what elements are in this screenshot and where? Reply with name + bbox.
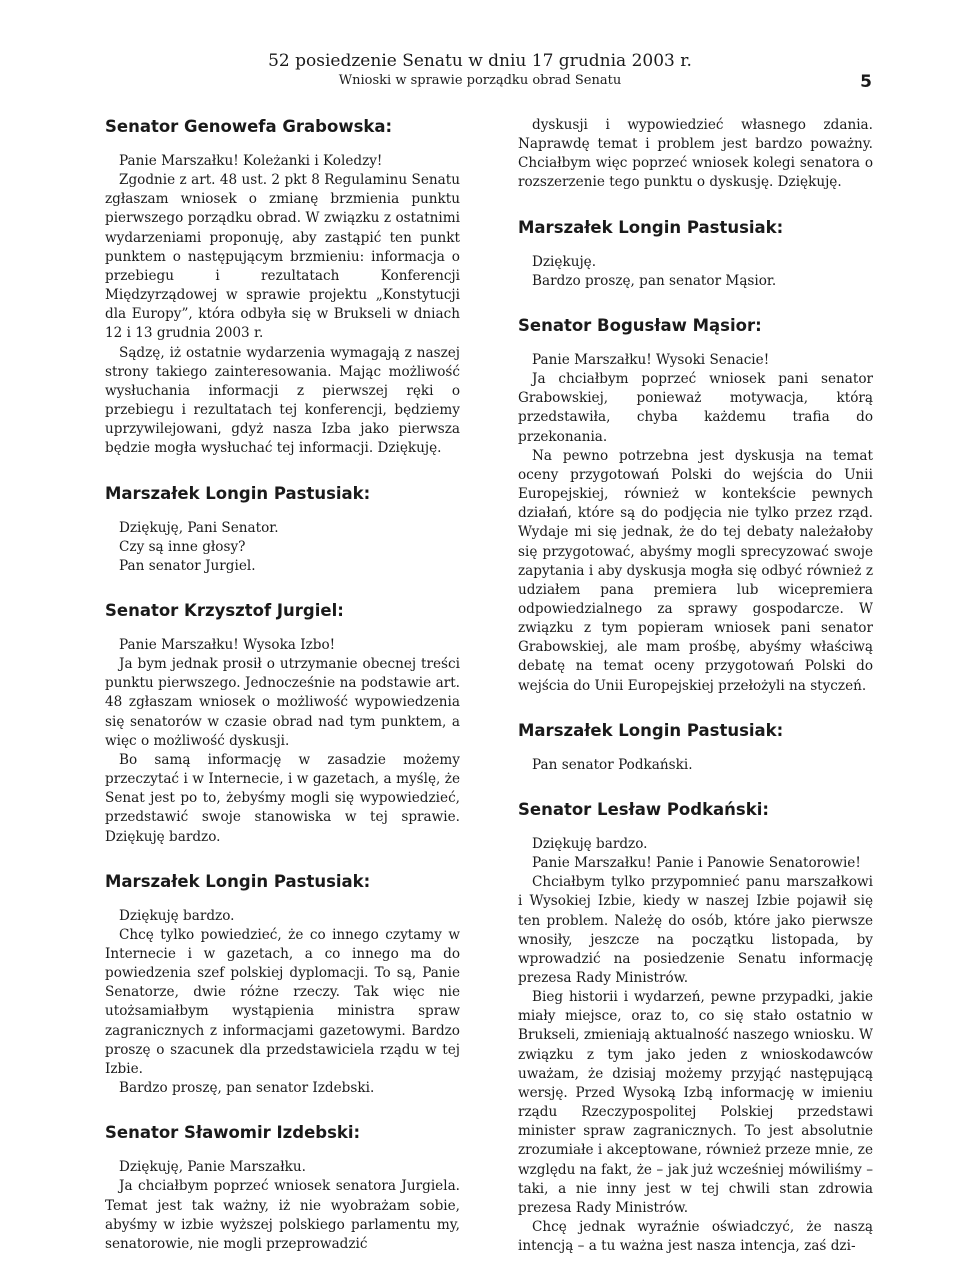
paragraph: Panie Marszałku! Panie i Panowie Senatorowie! — [532, 855, 861, 872]
paragraph: Sądzę, iż ostatnie wydarzenia wymagają z naszej strony takiego zainteresowania. Mając możliwość wysłuchania informacji z pierwszej ręki o przebiegu i rezultatach tej konferencji, będziemy uprzywilejowani, gdyż nasza Izba jako pierwsza będzie mogła wysłuchać tej informacji. Dziękuję. — [105, 344, 460, 457]
paragraph: Dziękuję bardzo. — [532, 835, 648, 852]
paragraph: Chciałbym tylko przypomnieć panu marszałkowi i Wysokiej Izbie, kiedy w naszej Izbie pojawił się ten problem. Należę do osób, które jako pierwsze wnosiły, jeszcze na początku listopada, by wprowadzić na posiedzenie Senatu informację prezesa Rady Ministrów. — [518, 874, 873, 986]
speech-block — [105, 116, 460, 459]
paragraph: Zgodnie z art. 48 ust. 2 pkt 8 Regulaminu Senatu zgłaszam wniosek o zmianę brzmienia punktu pierwszego porządku obrad. W związku z ostatnimi wydarzeniami proponuję, aby zastąpić ten punkt punktem o następującym brzmieniu: informacja o przebiegu i rezultatach Konferencji Międzyrządowej w sprawie projektu „Konstytucji dla Europy”, która odbyła się w Brukseli w dniach 12 i 13 grudnia 2003 r. — [105, 172, 460, 342]
speech-block — [105, 483, 460, 576]
speech-block — [518, 720, 873, 775]
page-number: 5 — [860, 72, 872, 92]
paragraph: Na pewno potrzebna jest dyskusja na temat oceny przygotowań Polski do wejścia do Unii Europejskiej, również w kontekście pewnych działań, które są do podjęcia nie tylko przez rząd. Wydaje mi się jednak, że do tej debaty należałoby się przygotować, abyśmy mogli sprecyzować swoje zapytania i aby dyskusja mogła się odbyć również z udziałem pana premiera lub wicepremiera odpowiedzialnego za sprawy gospodarcze. W związku z tym popieram wniosek pani senator Grabowskiej, ale mam prośbę, abyśmy właściwą debatę na temat oceny przygotowań Polski do wejścia do Unii Europejskiej przełożyli na styczeń. — [518, 447, 873, 694]
speaker-name: Senator Bogusław Mąsior: — [518, 315, 762, 335]
speaker-name: Senator Sławomir Izdebski: — [105, 1123, 361, 1143]
paragraph: Czy są inne głosy? — [119, 538, 246, 555]
paragraph: Chcę jednak wyraźnie oświadczyć, że naszą intencją – a tu ważna jest nasza intencja, zaś dzi- — [518, 1219, 873, 1255]
paragraph: Ja chciałbym poprzeć wniosek pani senator Grabowskiej, ponieważ motywacja, którą przedstawiła, chyba każdemu trafia do przekonania. — [518, 371, 873, 445]
paragraph: Bieg historii i wydarzeń, pewne przypadki, jakie miały miejsce, oraz to, co się stało ostatnio w Brukseli, zmieniają aktualność naszego wniosku. W związku z tym jako jeden z wnioskodawców uważam, że dzisiaj możemy przyjąć następującą wersję. Przed Wysoką Izbą informację w imieniu rządu Rzeczypospolitej Polskiej przedstawi minister spraw zagranicznych. To jest absolutnie zrozumiałe i akceptowane, również przeze mnie, ze względu na fakt, że – jak już wcześniej mówiliśmy – taki, a nie inny jest w tej chwili stan zdrowia prezesa Rady Ministrów. — [518, 989, 873, 1216]
speech-block — [518, 799, 873, 1256]
header-subtitle: Wnioski w sprawie porządku obrad Senatu — [338, 73, 622, 88]
paragraph: Ja chciałbym poprzeć wniosek senatora Jurgiela. Temat jest tak ważny, iż nie wyobrażam sobie, abyśmy w izbie wyższej polskiego parlamentu my, senatorowie, nie mogli przeprowadzić — [105, 1178, 460, 1252]
speaker-name: Senator Lesław Podkański: — [518, 799, 769, 819]
speaker-name: Senator Krzysztof Jurgiel: — [105, 600, 344, 620]
paragraph: Panie Marszałku! Wysoka Izbo! — [119, 636, 336, 653]
paragraph: Dziękuję. — [532, 253, 597, 270]
paragraph: Dziękuję, Pani Senator. — [119, 519, 279, 536]
speaker-name: Marszałek Longin Pastusiak: — [518, 720, 784, 740]
left-column — [105, 116, 460, 1278]
paragraph: dyskusji i wypowiedzieć własnego zdania. Naprawdę temat i problem jest bardzo poważny. Chciałbym więc poprzeć wniosek kolegi senatora o rozszerzenie tego punktu o dyskusję. Dziękuję. — [518, 117, 873, 191]
paragraph: Dziękuję, Panie Marszałku. — [119, 1159, 306, 1176]
speaker-name: Senator Genowefa Grabowska: — [105, 117, 393, 136]
right-column — [518, 116, 873, 1280]
speech-block — [105, 871, 460, 1099]
speech-block — [518, 217, 873, 291]
paragraph: Pan senator Jurgiel. — [119, 557, 256, 574]
speech-block — [518, 315, 873, 696]
speaker-name: Marszałek Longin Pastusiak: — [105, 871, 371, 891]
paragraph: Pan senator Podkański. — [532, 756, 693, 773]
paragraph: Chcę tylko powiedzieć, że co innego czytamy w Internecie i w gazetach, a co innego ma do powiedzenia szef polskiej dyplomacji. To są, Panie Senatorze, dwie różne rzeczy. Tak więc nie utożsamiałbym wystąpienia ministra spraw zagranicznych z informacjami gazetowymi. Bardzo proszę o szacunek dla przedstawiciela rządu w tej Izbie. — [105, 926, 460, 1077]
speech-block — [518, 116, 873, 193]
speaker-name: Marszałek Longin Pastusiak: — [105, 483, 371, 503]
speaker-name: Marszałek Longin Pastusiak: — [518, 217, 784, 237]
speech-block — [105, 600, 460, 847]
speech-block — [105, 1122, 460, 1254]
paragraph: Panie Marszałku! Koleżanki i Koledzy! — [119, 153, 383, 169]
paragraph: Ja bym jednak prosił o utrzymanie obecnej treści punktu pierwszego. Jednocześnie na podstawie art. 48 zgłaszam wniosek o możliwość wypowiedzenia się senatorów w czasie obrad nad tym punktem, a więc o możliwość dyskusji. — [105, 656, 460, 749]
paragraph: Bo samą informację w zasadzie możemy przeczytać i w Internecie, i w gazetach, a myślę, że Senat jest po to, żebyśmy mogli się wypowiedzieć, przedstawić swoje stanowiska w tej sprawie. Dziękuję bardzo. — [105, 751, 460, 845]
header-title: 52 posiedzenie Senatu w dniu 17 grudnia 2003 r. — [268, 51, 692, 71]
page-header — [0, 50, 960, 90]
paragraph: Bardzo proszę, pan senator Mąsior. — [532, 272, 777, 289]
paragraph: Bardzo proszę, pan senator Izdebski. — [119, 1080, 375, 1097]
paragraph: Dziękuję bardzo. — [119, 907, 235, 924]
paragraph: Panie Marszałku! Wysoki Senacie! — [532, 351, 770, 368]
